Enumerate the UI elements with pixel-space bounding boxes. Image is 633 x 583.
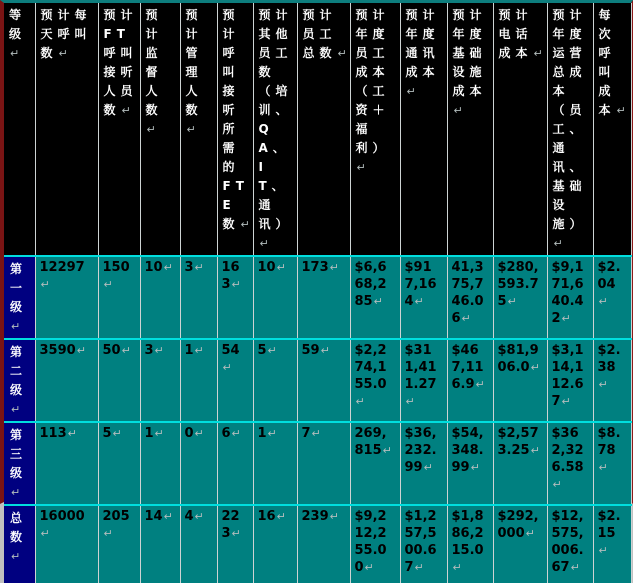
cell-value: 239 (301, 509, 329, 524)
return-mark-icon: ↵ (470, 461, 480, 474)
table-cell[interactable] (98, 256, 140, 339)
cell-value: 41,375,746.06 (451, 260, 484, 326)
cell-value: 173 (301, 260, 329, 275)
return-mark-icon: ↵ (11, 486, 21, 499)
cell-value: $9,212,255.00 (354, 509, 387, 575)
column-header-label: 预计年度基础设施成本 (452, 8, 487, 98)
column-header-label: 预计员工总数 (302, 8, 337, 60)
cell-value: $1,257,500.67 (404, 509, 437, 575)
table-cell[interactable] (493, 256, 547, 339)
cell-value: $280,593.75 (497, 260, 539, 309)
cell-value: 3 (144, 343, 154, 358)
table-cell[interactable] (547, 505, 593, 583)
return-mark-icon: ↵ (373, 295, 383, 308)
row-label[interactable] (4, 339, 35, 422)
table-cell[interactable] (593, 505, 631, 583)
cell-value: 59 (301, 343, 320, 358)
cell-value: 0 (184, 426, 194, 441)
return-mark-icon: ↵ (154, 427, 164, 440)
column-header-label: 预计年度通讯成本 (405, 8, 440, 79)
column-header-label: 预计管理人数 (185, 8, 210, 117)
column-header[interactable] (253, 3, 297, 256)
column-header[interactable] (547, 3, 593, 256)
return-mark-icon: ↵ (231, 278, 241, 291)
return-mark-icon: ↵ (598, 544, 608, 557)
table-cell[interactable] (350, 339, 400, 422)
table-cell[interactable] (400, 339, 447, 422)
cell-value: 6 (221, 426, 231, 441)
table-row (4, 339, 631, 422)
return-mark-icon: ↵ (40, 278, 50, 291)
table-cell[interactable] (217, 256, 253, 339)
column-header-label: 每次呼叫成本 (598, 8, 616, 117)
cell-value: $311,411.27 (404, 343, 437, 392)
table-cell[interactable] (180, 339, 217, 422)
return-mark-icon: ↵ (10, 47, 20, 60)
return-mark-icon: ↵ (163, 261, 173, 274)
table-cell[interactable] (180, 505, 217, 583)
return-mark-icon: ↵ (616, 104, 626, 117)
table-cell[interactable] (547, 422, 593, 505)
return-mark-icon: ↵ (530, 444, 540, 457)
table-cell[interactable] (547, 339, 593, 422)
row-label-text: 第三级 (10, 428, 27, 480)
return-mark-icon: ↵ (598, 461, 608, 474)
column-header-label: 预计FT呼叫接听人员数 (103, 8, 138, 117)
table-cell[interactable] (350, 256, 400, 339)
column-header-label: 预计年度员工成本（工资＋福利） (355, 8, 390, 155)
table-row (4, 422, 631, 505)
table-cell[interactable] (493, 339, 547, 422)
cell-value: 12297 (39, 260, 85, 275)
table-cell[interactable] (400, 422, 447, 505)
column-header-label: 预计其他员工数（培训、QA、IT、通讯） (258, 8, 293, 231)
return-mark-icon: ↵ (103, 278, 113, 291)
cell-value: 223 (221, 509, 240, 541)
cell-value: $81,906.0 (497, 343, 539, 375)
return-mark-icon: ↵ (194, 427, 204, 440)
table-cell[interactable] (447, 256, 493, 339)
table-cell[interactable] (253, 505, 297, 583)
cell-value: $467,116.9 (451, 343, 484, 392)
return-mark-icon: ↵ (525, 527, 535, 540)
return-mark-icon: ↵ (453, 104, 463, 117)
column-header-label: 预计呼叫接听所需的FTE数 (222, 8, 249, 231)
table-cell[interactable] (297, 256, 350, 339)
cell-value: 4 (184, 509, 194, 524)
table-cell[interactable] (350, 505, 400, 583)
table-cell[interactable] (400, 505, 447, 583)
return-mark-icon: ↵ (186, 123, 196, 136)
table-cell[interactable] (253, 339, 297, 422)
table-cell[interactable] (593, 339, 631, 422)
row-label-text: 第二级 (10, 345, 27, 397)
cell-value: $362,326.58 (551, 426, 584, 475)
return-mark-icon: ↵ (552, 478, 562, 491)
column-header[interactable] (217, 3, 253, 256)
table-cell[interactable] (35, 422, 98, 505)
return-mark-icon: ↵ (103, 527, 113, 540)
cell-value: $2.38 (597, 343, 621, 375)
column-header[interactable] (593, 3, 631, 256)
return-mark-icon: ↵ (452, 561, 462, 574)
return-mark-icon: ↵ (356, 161, 366, 174)
return-mark-icon: ↵ (163, 510, 173, 523)
cell-value: 269,815 (354, 426, 387, 458)
table-cell[interactable] (447, 422, 493, 505)
table-cell[interactable] (350, 422, 400, 505)
return-mark-icon: ↵ (311, 427, 321, 440)
return-mark-icon: ↵ (11, 403, 21, 416)
cell-value: 3 (184, 260, 194, 275)
table-cell[interactable] (35, 505, 98, 583)
cell-value: 3590 (39, 343, 76, 358)
table-cell[interactable] (297, 505, 350, 583)
return-mark-icon: ↵ (276, 510, 286, 523)
cell-value: 16 (257, 509, 276, 524)
return-mark-icon: ↵ (355, 395, 365, 408)
table-cell[interactable] (447, 339, 493, 422)
cell-value: 5 (102, 426, 112, 441)
return-mark-icon: ↵ (240, 218, 250, 231)
return-mark-icon: ↵ (11, 320, 21, 333)
table-cell[interactable] (98, 339, 140, 422)
column-header[interactable] (447, 3, 493, 256)
cell-value: 50 (102, 343, 121, 358)
return-mark-icon: ↵ (533, 47, 543, 60)
return-mark-icon: ↵ (598, 295, 608, 308)
return-mark-icon: ↵ (570, 561, 580, 574)
table-cell[interactable] (547, 256, 593, 339)
return-mark-icon: ↵ (337, 47, 347, 60)
cell-value: $2.15 (597, 509, 621, 541)
return-mark-icon: ↵ (67, 427, 77, 440)
table-cell[interactable] (180, 422, 217, 505)
column-header[interactable] (493, 3, 547, 256)
column-header[interactable] (4, 3, 35, 256)
cell-value: 10 (257, 260, 276, 275)
table-cell[interactable] (140, 339, 180, 422)
table-header-row (4, 3, 631, 256)
cell-value: 10 (144, 260, 163, 275)
return-mark-icon: ↵ (40, 527, 50, 540)
call-center-cost-table (4, 3, 632, 583)
return-mark-icon: ↵ (414, 295, 424, 308)
table-row (4, 256, 631, 339)
return-mark-icon: ↵ (382, 444, 392, 457)
column-header-label: 预计监督人数 (145, 8, 170, 117)
return-mark-icon: ↵ (58, 47, 68, 60)
table-cell[interactable] (593, 422, 631, 505)
cell-value: $2,573.25 (497, 426, 539, 458)
column-header[interactable] (140, 3, 180, 256)
return-mark-icon: ↵ (194, 344, 204, 357)
return-mark-icon: ↵ (561, 312, 571, 325)
cell-value: 1 (184, 343, 194, 358)
table-cell[interactable] (140, 505, 180, 583)
return-mark-icon: ↵ (530, 361, 540, 374)
cell-value: $2.04 (597, 260, 621, 292)
table-cell[interactable] (493, 505, 547, 583)
table-cell[interactable] (297, 339, 350, 422)
return-mark-icon: ↵ (405, 395, 415, 408)
cell-value: 16000 (39, 509, 85, 524)
return-mark-icon: ↵ (222, 361, 232, 374)
cell-value: $1,886,215.0 (451, 509, 484, 558)
column-header-label: 预计每天呼叫数 (40, 8, 92, 60)
row-label[interactable] (4, 422, 35, 505)
row-label[interactable] (4, 256, 35, 339)
cell-value: $54,348.99 (451, 426, 484, 475)
column-header-label: 预计电话成本 (498, 8, 533, 60)
cell-value: $2,274,155.0 (354, 343, 387, 392)
return-mark-icon: ↵ (475, 378, 485, 391)
column-header-label: 等级 (9, 8, 27, 41)
return-mark-icon: ↵ (231, 427, 241, 440)
cell-value: $9,171,640.42 (551, 260, 584, 326)
table-row (4, 505, 631, 583)
table-cell[interactable] (593, 256, 631, 339)
return-mark-icon: ↵ (553, 237, 563, 250)
table-cell[interactable] (140, 422, 180, 505)
row-label-text: 总数 (10, 511, 27, 544)
table-cell[interactable] (447, 505, 493, 583)
column-header-label: 预计年度运营总成本（员工、通讯、基础设施） (552, 8, 587, 231)
column-header[interactable] (35, 3, 98, 256)
cell-value: $8.78 (597, 426, 621, 458)
return-mark-icon: ↵ (154, 344, 164, 357)
table-cell[interactable] (98, 505, 140, 583)
table-cell[interactable] (217, 422, 253, 505)
cell-value: $3,114,112.67 (551, 343, 584, 409)
table-cell[interactable] (400, 256, 447, 339)
return-mark-icon: ↵ (146, 123, 156, 136)
return-mark-icon: ↵ (121, 104, 131, 117)
return-mark-icon: ↵ (76, 344, 86, 357)
column-header[interactable] (350, 3, 400, 256)
return-mark-icon: ↵ (194, 261, 204, 274)
cell-value: 205 (102, 509, 130, 524)
cell-value: 14 (144, 509, 163, 524)
cell-value: $6,668,285 (354, 260, 387, 309)
cell-value: 54 (221, 343, 240, 358)
column-header[interactable] (180, 3, 217, 256)
return-mark-icon: ↵ (267, 427, 277, 440)
return-mark-icon: ↵ (276, 261, 286, 274)
return-mark-icon: ↵ (121, 344, 131, 357)
return-mark-icon: ↵ (267, 344, 277, 357)
table-cell[interactable] (493, 422, 547, 505)
table-cell[interactable] (180, 256, 217, 339)
cell-value: 1 (144, 426, 154, 441)
cell-value: 5 (257, 343, 267, 358)
return-mark-icon: ↵ (507, 295, 517, 308)
table-cell[interactable] (35, 339, 98, 422)
return-mark-icon: ↵ (259, 237, 269, 250)
row-label[interactable] (4, 505, 35, 583)
column-header[interactable] (400, 3, 447, 256)
return-mark-icon: ↵ (414, 561, 424, 574)
return-mark-icon: ↵ (561, 395, 571, 408)
cell-value: 113 (39, 426, 67, 441)
row-label-text: 第一级 (10, 262, 27, 314)
cell-value: $36,232.99 (404, 426, 437, 475)
cell-value: $292,000 (497, 509, 539, 541)
column-header[interactable] (297, 3, 350, 256)
return-mark-icon: ↵ (231, 527, 241, 540)
return-mark-icon: ↵ (364, 561, 374, 574)
cell-value: $917,164 (404, 260, 437, 309)
table-cell[interactable] (140, 256, 180, 339)
cell-value: 163 (221, 260, 240, 292)
return-mark-icon: ↵ (320, 344, 330, 357)
column-header[interactable] (98, 3, 140, 256)
return-mark-icon: ↵ (461, 312, 471, 325)
return-mark-icon: ↵ (11, 550, 21, 563)
return-mark-icon: ↵ (329, 510, 339, 523)
return-mark-icon: ↵ (423, 461, 433, 474)
return-mark-icon: ↵ (194, 510, 204, 523)
return-mark-icon: ↵ (406, 85, 416, 98)
cell-value: 150 (102, 260, 130, 275)
table-cell[interactable] (297, 422, 350, 505)
table-cell[interactable] (217, 339, 253, 422)
return-mark-icon: ↵ (329, 261, 339, 274)
table-cell[interactable] (35, 256, 98, 339)
table-cell[interactable] (253, 422, 297, 505)
table-cell[interactable] (253, 256, 297, 339)
cell-value: $12,575,006.67 (551, 509, 584, 575)
cell-value: 7 (301, 426, 311, 441)
return-mark-icon: ↵ (112, 427, 122, 440)
return-mark-icon: ↵ (598, 378, 608, 391)
table-cell[interactable] (98, 422, 140, 505)
cell-value: 1 (257, 426, 267, 441)
table-cell[interactable] (217, 505, 253, 583)
